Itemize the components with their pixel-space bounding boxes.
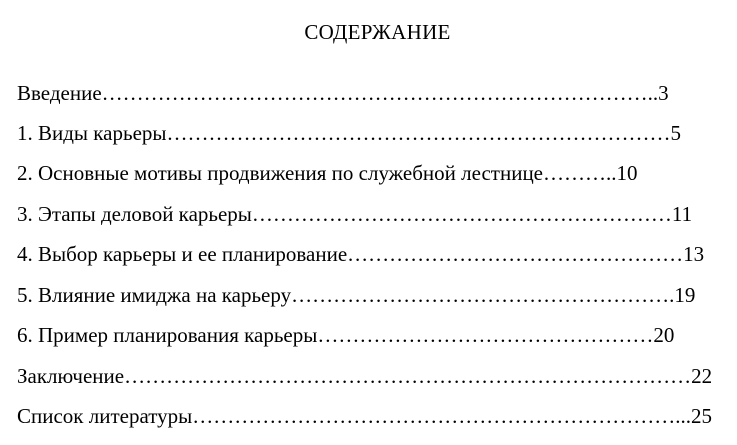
toc-entry-leader: ………..: [543, 161, 617, 185]
toc-entry-page-number: 3: [658, 81, 669, 105]
toc-entry-page-number: 11: [671, 202, 693, 226]
toc-entry-page-number: 5: [670, 121, 682, 145]
toc-entry-leader: ………………………………………………………………: [166, 121, 671, 145]
toc-entry: [17, 242, 720, 266]
toc-entry-label: 5. Влияние имиджа на карьеру: [17, 283, 292, 307]
toc-entry-label: 4. Выбор карьеры и ее планирование: [17, 242, 348, 266]
toc-title: СОДЕРЖАНИЕ: [304, 20, 451, 44]
toc-entry: [17, 364, 723, 388]
toc-entry-label: Заключение: [17, 364, 125, 388]
toc-entry-page-number: 20: [653, 323, 675, 347]
toc-entry-leader: …………………………………………: [317, 323, 654, 347]
toc-entry: [17, 121, 715, 145]
toc-entry-label: 6. Пример планирования карьеры: [17, 323, 318, 347]
toc-entry-leader: ………………………………………………………………………: [124, 364, 692, 388]
toc-entry-leader: ……………………………………………………………...: [192, 404, 692, 428]
toc-entry-label: 1. Виды карьеры: [17, 121, 167, 145]
toc-entry: [17, 81, 719, 105]
toc-entry-leader: ……………………………………………………………………..: [101, 81, 659, 105]
toc-entry: [17, 323, 713, 347]
toc-entry-page-number: 22: [691, 364, 713, 388]
toc-entry-leader: ……………………………………………….: [291, 283, 675, 307]
toc-entry-leader: ……………………………………………………: [251, 202, 672, 226]
toc-entry-page-number: 13: [683, 242, 705, 266]
toc-entry-label: Введение: [17, 81, 102, 105]
toc-entry: [17, 404, 723, 428]
toc-entry-page-number: 25: [691, 404, 713, 428]
toc-entry-page-number: 10: [616, 161, 638, 185]
toc-entry-label: Список литературы: [17, 404, 193, 428]
toc-entry: [17, 161, 713, 185]
toc-entry-page-number: 19: [674, 283, 696, 307]
toc-entry: [17, 202, 714, 226]
toc-entry-label: 3. Этапы деловой карьеры: [17, 202, 252, 226]
toc-entry-leader: …………………………………………: [347, 242, 684, 266]
toc-entry: [17, 283, 721, 307]
toc-entry-label: 2. Основные мотивы продвижения по служебной лестнице: [17, 161, 544, 185]
